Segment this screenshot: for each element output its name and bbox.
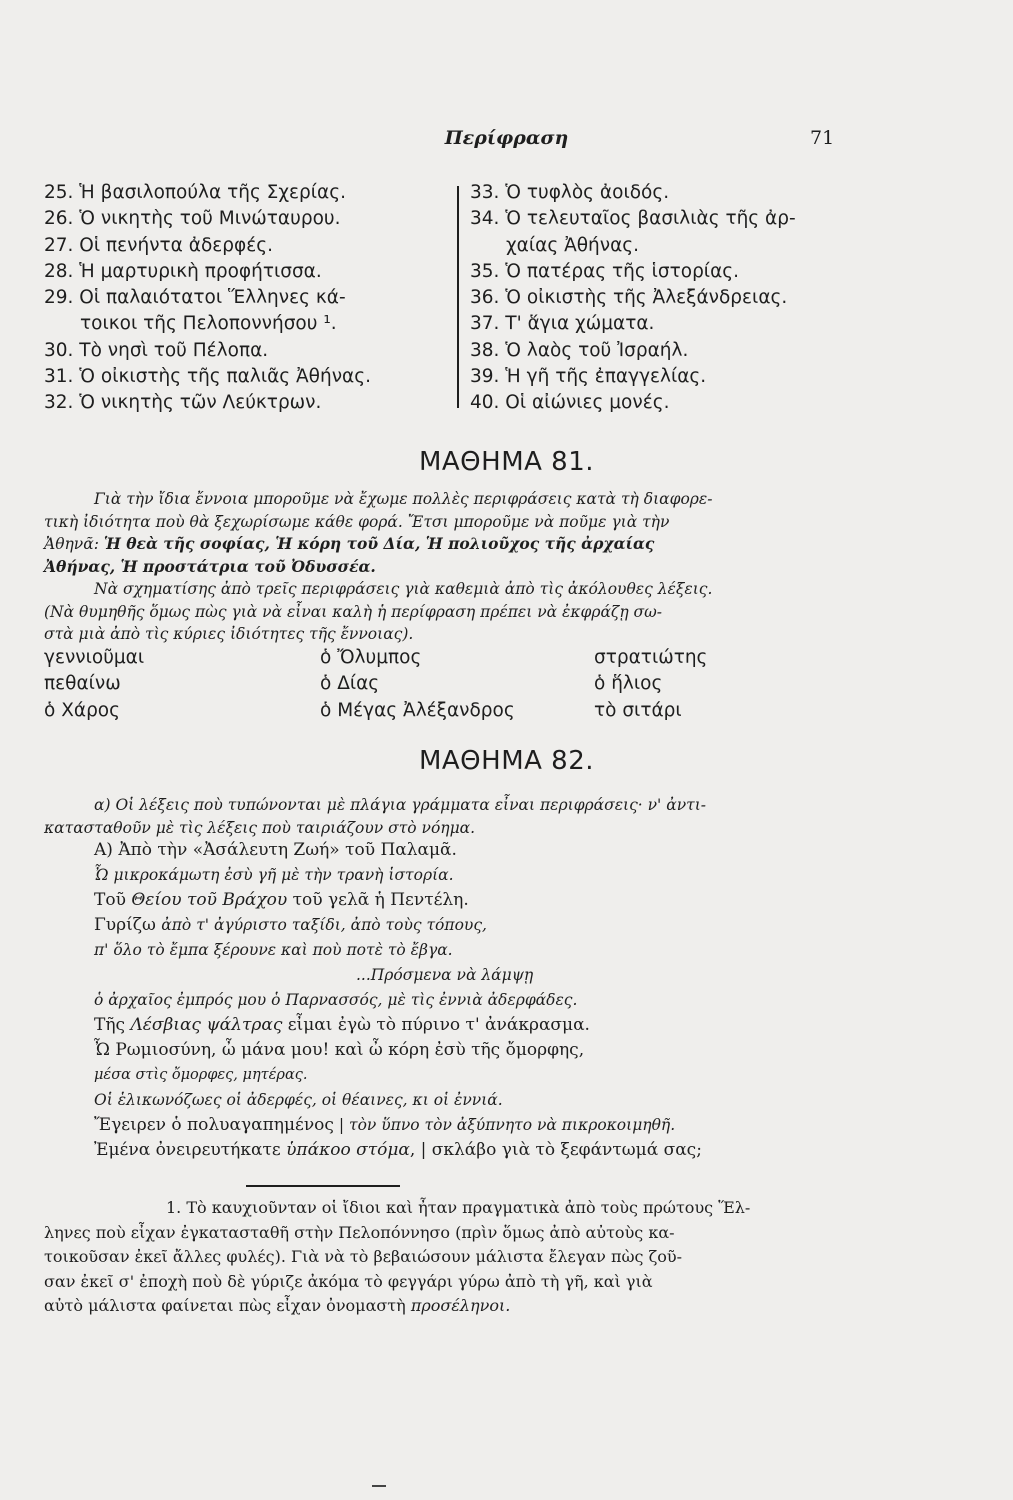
poem-text: Γυρίζω	[94, 915, 162, 935]
intro-line: α) Οἱ λέξεις ποὺ τυπώνονται μὲ πλάγια γράμματα εἶναι περιφράσεις· ν' ἀντι-	[94, 796, 707, 814]
poem-line	[44, 913, 964, 938]
intro-line: Γιὰ τὴν ἴδια ἔννοια μποροῦμε νὰ ἔχωμε πολλὲς περιφράσεις κατὰ τὴ διαφορε-	[94, 490, 713, 508]
footnote	[44, 1196, 964, 1319]
lesson-82-intro	[44, 794, 964, 839]
list-item: 29. Οἱ παλαιότατοι Ἕλληνες κά-	[44, 287, 346, 309]
list-item: 26. Ὁ νικητὴς τοῦ Μινώταυρου.	[44, 208, 341, 230]
poem-periphrasis: Λέσβιας ψάλτρας	[130, 1015, 283, 1035]
poem-line	[44, 1138, 964, 1163]
word: ὁ Χάρος	[44, 699, 120, 721]
list-item: 39. Ἡ γῆ τῆς ἐπαγγελίας.	[470, 366, 707, 388]
poem-line	[44, 888, 964, 913]
poem-periphrasis: ἀπὸ τ' ἀγύριστο ταξίδι, ἀπὸ τοὺς τόπους,	[161, 916, 487, 934]
footnote-line: σαν ἐκεῖ σ' ἐποχὴ ποὺ δὲ γύριζε ἀκόμα τὸ φεγγάρι γύρω ἀπὸ τὴ γῆ, καὶ γιὰ	[44, 1271, 653, 1291]
list-item: 31. Ὁ οἰκιστὴς τῆς παλιᾶς Ἀθήνας.	[44, 366, 371, 388]
list-item: 38. Ὁ λαὸς τοῦ Ἰσραήλ.	[470, 339, 689, 361]
task-line: (Νὰ θυμηθῆς ὅμως πὼς γιὰ νὰ εἶναι καλὴ ἡ περίφραση πρέπει νὰ ἐκφράζῃ σω-	[44, 602, 663, 621]
exercise-list-right	[470, 180, 870, 417]
list-item: 34. Ὁ τελευταῖος βασιλιὰς τῆς ἀρ-	[470, 208, 796, 230]
poem-line	[44, 1113, 964, 1138]
intro-line	[44, 533, 964, 556]
list-item-continuation: χαίας Ἀθήνας.	[506, 234, 640, 256]
words-column-2	[320, 645, 515, 724]
poem-periphrasis: | τὸν ὕπνο τὸν ἀξύπνητο νὰ πικροκοιμηθῆ.	[333, 1116, 676, 1134]
word: γεννιοῦμαι	[44, 647, 145, 668]
footnote-text: αὐτὸ μάλιστα φαίνεται πὼς εἶχαν ὀνομαστὴ	[44, 1296, 411, 1315]
footnote-term: προσέληνοι.	[410, 1296, 511, 1315]
list-item: 25. Ἡ βασιλοπούλα τῆς Σχερίας.	[44, 182, 346, 203]
poem-text: ὁ πολυαγαπημένος	[171, 1115, 334, 1135]
word: τὸ σιτάρι	[594, 699, 682, 721]
list-item: 27. Οἱ πενήντα ἀδερφές.	[44, 234, 273, 256]
footnote-line: 1. Τὸ καυχιοῦνταν οἱ ἴδιοι καὶ ἦταν πραγματικὰ ἀπὸ τοὺς πρώτους Ἕλ-	[166, 1198, 751, 1217]
poem-line: Ὦ Ρωμιοσύνη, ὦ μάνα μου! καὶ ὦ κόρη ἐσὺ τῆς ὄμορφης,	[94, 1040, 585, 1060]
poem-text: Τῆς	[94, 1015, 131, 1035]
poem-line: Οἱ ἑλικωνόζωες οἱ ἀδερφές, οἱ θέαινες, κι οἱ ἐννιά.	[94, 1091, 503, 1109]
running-header: Περίφραση	[444, 127, 569, 149]
poem-line: μέσα στὶς ὄμορφες, μητέρας.	[94, 1067, 308, 1083]
poem-text: Ἔγειρεν	[94, 1115, 172, 1135]
poem-periphrasis: Θείου τοῦ Βράχου	[131, 890, 288, 910]
intro-bold-examples: Ἡ θεὰ τῆς σοφίας, Ἡ κόρη τοῦ Δία, Ἡ πολιοῦχος τῆς ἀρχαίας	[103, 534, 655, 553]
poem-text: τοῦ γελᾶ ἡ Πεντέλη.	[287, 890, 469, 910]
footnote-rule	[246, 1185, 400, 1187]
poem-text: Ἐμένα ὀνειρευτήκατε	[94, 1140, 287, 1160]
poem-line: Ὦ μικροκάμωτη ἐσὺ γῆ μὲ τὴν τρανὴ ἱστορία.	[94, 866, 454, 884]
poem-source: Α) Ἀπὸ τὴν «Ἀσάλευτη Ζωή» τοῦ Παλαμᾶ.	[94, 840, 457, 860]
words-column-3	[594, 645, 707, 724]
poem-text: εἶμαι ἐγὼ τὸ πύρινο τ' ἀνάκρασμα.	[282, 1015, 590, 1035]
poem-line: ὁ ἀρχαῖος ἐμπρός μου ὁ Παρνασσός, μὲ τὶς ἐννιὰ ἀδερφάδες.	[94, 991, 578, 1009]
list-item: 35. Ὁ πατέρας τῆς ἱστορίας.	[470, 260, 739, 282]
word: πεθαίνω	[44, 673, 121, 695]
list-item: 36. Ὁ οἰκιστὴς τῆς Ἀλεξάνδρειας.	[470, 287, 788, 309]
intro-lead: Ἀθηνᾶ:	[44, 535, 104, 553]
poem-line: ...Πρόσμενα νὰ λάμψῃ	[356, 966, 534, 984]
poem-line	[44, 1013, 964, 1038]
poem-text: Τοῦ	[94, 890, 132, 910]
task-line: στὰ μιὰ ἀπὸ τὶς κύριες ἰδιότητες τῆς ἔννοιας).	[44, 625, 414, 643]
footnote-line	[44, 1294, 964, 1319]
word: στρατιώτης	[594, 647, 708, 668]
intro-line: τικὴ ἰδιότητα ποὺ θὰ ξεχωρίσωμε κάθε φορά. Ἔτσι μποροῦμε νὰ ποῦμε γιὰ τὴν	[44, 512, 670, 531]
list-item: 40. Οἱ αἰώνιες μονές.	[470, 392, 670, 414]
list-item: 33. Ὁ τυφλὸς ἀοιδός.	[470, 182, 670, 203]
word: ὁ ἥλιος	[594, 673, 663, 695]
task-line: Νὰ σχηματίσης ἀπὸ τρεῖς περιφράσεις γιὰ καθεμιὰ ἀπὸ τὶς ἀκόλουθες λέξεις.	[94, 580, 713, 598]
list-item: 37. Τ' ἅγια χώματα.	[470, 313, 655, 335]
lesson-81-heading: ΜΑΘΗΜΑ 81.	[418, 447, 595, 477]
poem-periphrasis: ὑπάκοο στόμα	[286, 1140, 410, 1160]
word: ὁ Ὄλυμπος	[320, 647, 422, 668]
column-divider	[457, 186, 459, 408]
words-column-1	[44, 645, 144, 724]
word: ὁ Δίας	[320, 673, 380, 695]
lesson-82-heading: ΜΑΘΗΜΑ 82.	[418, 746, 595, 776]
poem-line: π' ὅλο τὸ ἔμπα ξέρουνε καὶ ποὺ ποτὲ τὸ ἔβγα.	[94, 941, 453, 959]
list-item-continuation: τοικοι τῆς Πελοποννήσου ¹.	[80, 313, 337, 335]
word: ὁ Μέγας Ἀλέξανδρος	[320, 699, 515, 721]
intro-line: Ἀθήνας, Ἡ προστάτρια τοῦ Ὀδυσσέα.	[44, 556, 376, 576]
scan-mark	[372, 1485, 386, 1487]
exercise-list-left	[44, 180, 454, 417]
lesson-81-intro	[44, 488, 964, 646]
poem-text: , | σκλάβο γιὰ τὸ ξεφάντωμά σας;	[409, 1140, 702, 1160]
list-item: 28. Ἡ μαρτυρικὴ προφήτισσα.	[44, 260, 322, 282]
lesson-82-poem	[44, 838, 964, 1163]
footnote-line: ληνες ποὺ εἶχαν ἐγκατασταθῆ στὴν Πελοπόννησο (πρὶν ὅμως ἀπὸ αὐτοὺς κα-	[44, 1222, 675, 1242]
page-number: 71	[810, 127, 835, 149]
list-item: 32. Ὁ νικητὴς τῶν Λεύκτρων.	[44, 392, 322, 414]
footnote-line: τοικοῦσαν ἐκεῖ ἄλλες φυλές). Γιὰ νὰ τὸ βεβαιώσουν μάλιστα ἔλεγαν πὼς ζοῦ-	[44, 1247, 683, 1266]
intro-line: κατασταθοῦν μὲ τὶς λέξεις ποὺ ταιριάζουν στὸ νόημα.	[44, 818, 476, 837]
list-item: 30. Τὸ νησὶ τοῦ Πέλοπα.	[44, 339, 269, 361]
